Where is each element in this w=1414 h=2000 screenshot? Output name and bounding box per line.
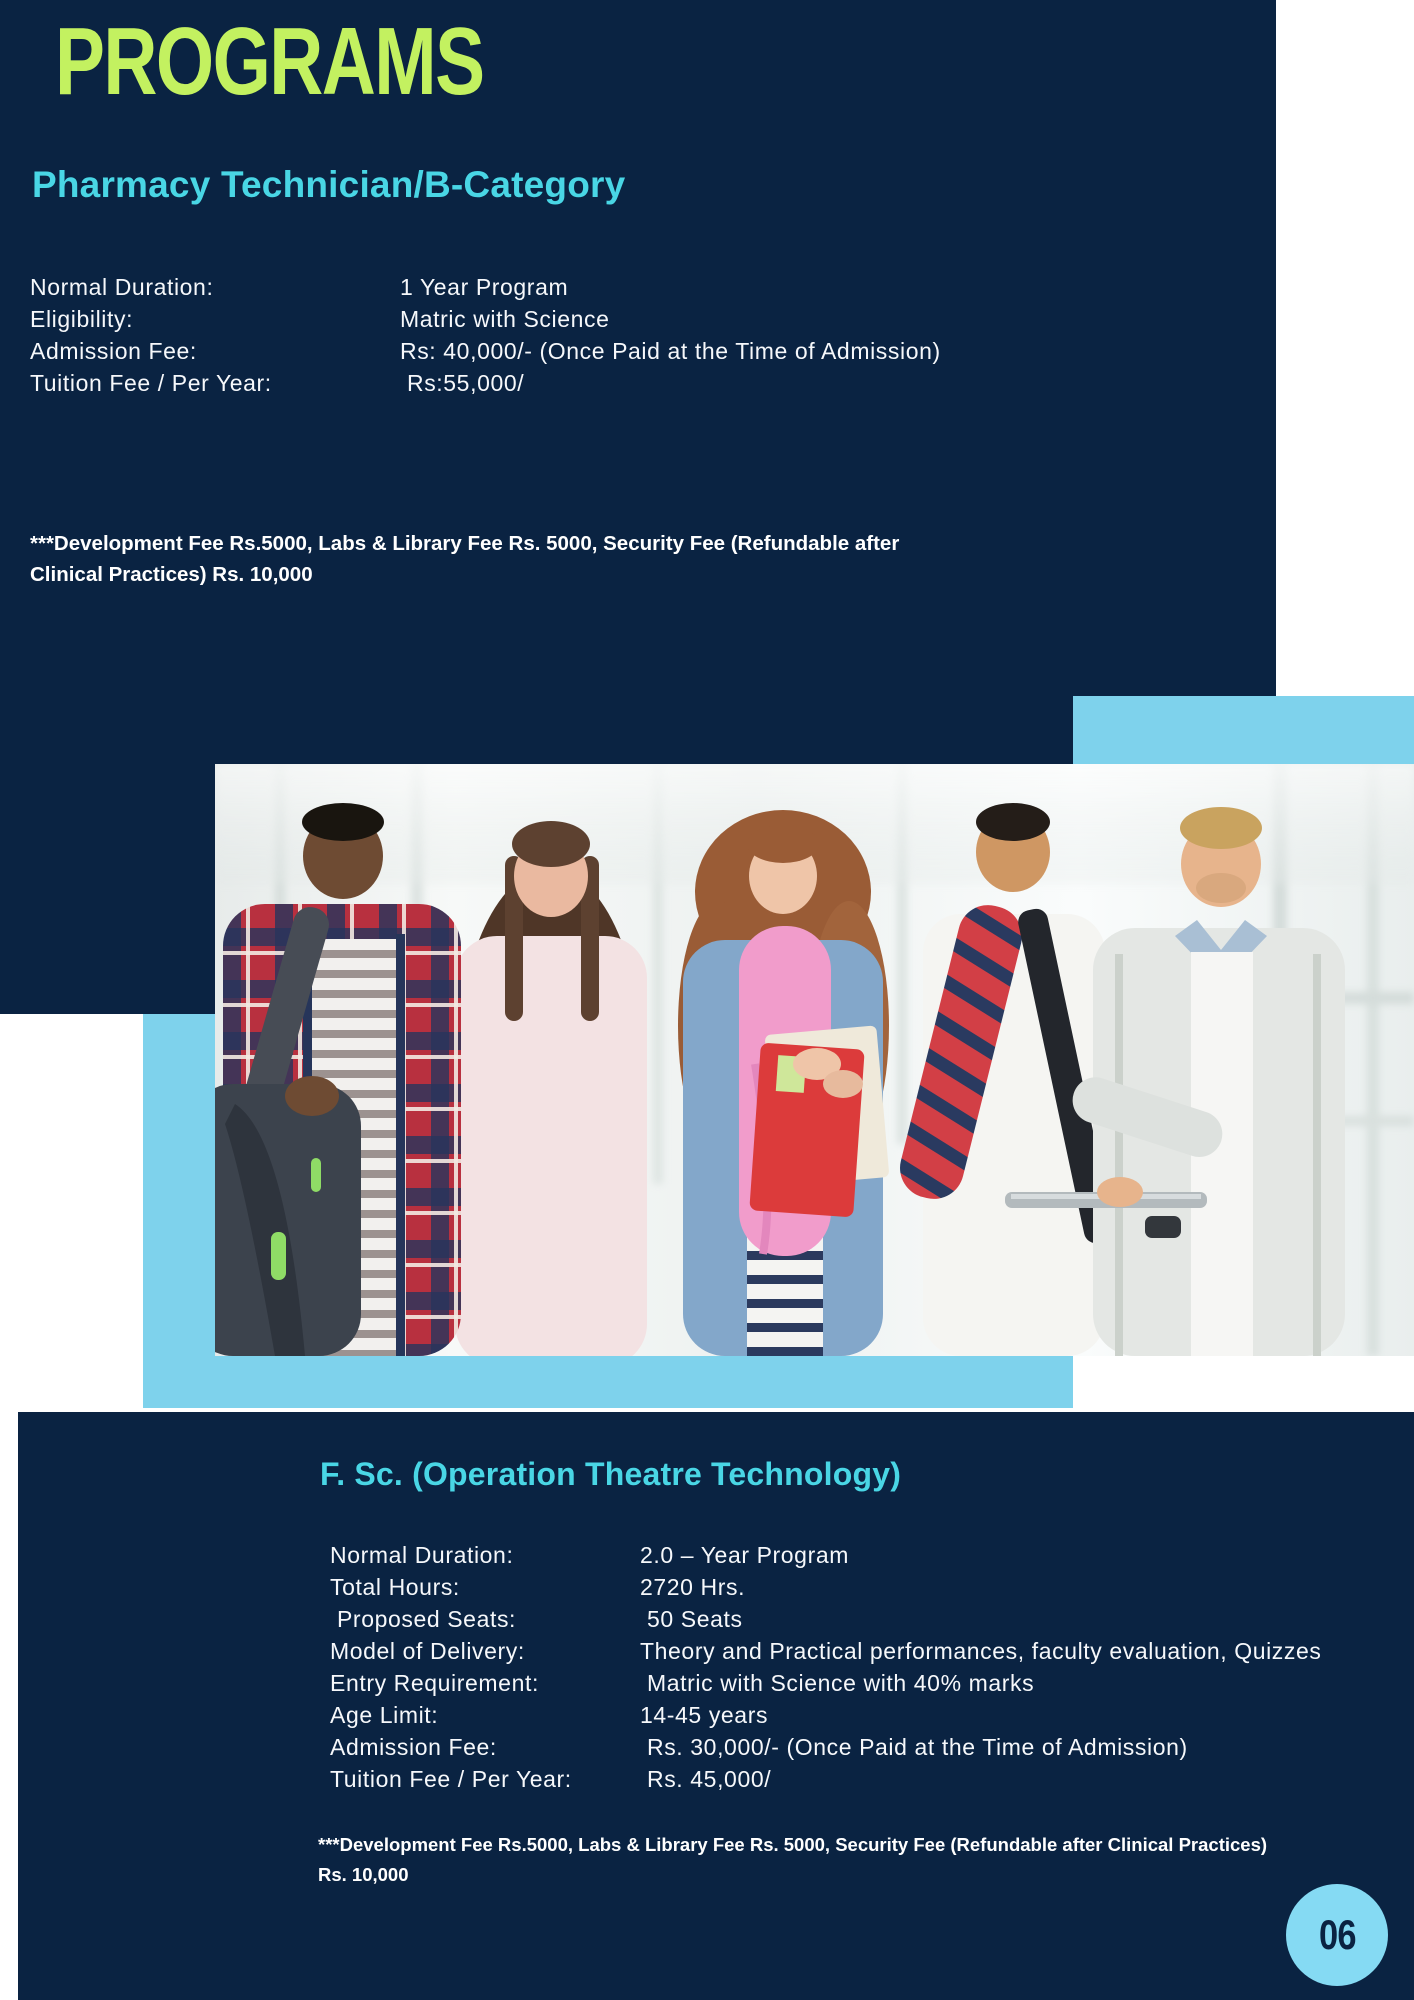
detail-value: Rs:55,000/ (400, 370, 525, 396)
detail-label: Normal Duration: (30, 274, 214, 300)
students-photo-illustration (215, 764, 1414, 1356)
detail-value: 50 Seats (640, 1606, 743, 1632)
detail-value: Theory and Practical performances, faculty evaluation, Quizzes (640, 1638, 1322, 1664)
detail-value: Rs. 30,000/- (Once Paid at the Time of Admission) (640, 1734, 1188, 1760)
detail-label: Age Limit: (330, 1702, 439, 1728)
detail-value: Matric with Science (400, 306, 610, 332)
detail-value: 2.0 – Year Program (640, 1542, 849, 1568)
detail-value: 2720 Hrs. (640, 1574, 746, 1600)
detail-value: 1 Year Program (400, 274, 569, 300)
page-number-badge (1286, 1884, 1388, 1986)
detail-label: Admission Fee: (30, 338, 197, 364)
pharmacy-fee-note (30, 528, 899, 590)
program-heading-fsc: F. Sc. (Operation Theatre Technology) (320, 1456, 902, 1492)
students-photo (215, 764, 1414, 1356)
fee-note-line: ***Development Fee Rs.5000, Labs & Library Fee Rs. 5000, Security Fee (Refundable after Clinical Practices) (318, 1834, 1268, 1855)
detail-row (330, 1574, 745, 1601)
detail-label: Normal Duration: (330, 1542, 514, 1568)
detail-value: Rs. 45,000/ (640, 1766, 772, 1792)
detail-value: 14-45 years (640, 1702, 769, 1728)
detail-label: Tuition Fee / Per Year: (330, 1766, 572, 1792)
detail-label: Total Hours: (330, 1574, 460, 1600)
detail-row (30, 274, 568, 301)
detail-label: Proposed Seats: (330, 1606, 517, 1632)
detail-row (30, 338, 941, 365)
page-number: 06 (1318, 1911, 1356, 1958)
fee-note-line: Rs. 10,000 (318, 1864, 409, 1885)
detail-label: Model of Delivery: (330, 1638, 525, 1664)
detail-row (330, 1542, 849, 1569)
fee-note-line: ***Development Fee Rs.5000, Labs & Library Fee Rs. 5000, Security Fee (Refundable after (30, 532, 900, 555)
detail-row (330, 1734, 1188, 1761)
detail-row (330, 1606, 743, 1633)
detail-row (330, 1702, 768, 1729)
detail-value: Matric with Science with 40% marks (640, 1670, 1035, 1696)
detail-row (330, 1766, 771, 1793)
person-pink-scarf (678, 810, 889, 1356)
page-title: PROGRAMS (55, 8, 484, 115)
detail-row (30, 306, 610, 333)
detail-label: Eligibility: (30, 306, 134, 332)
detail-label: Tuition Fee / Per Year: (30, 370, 272, 396)
detail-value: Rs: 40,000/- (Once Paid at the Time of Admission) (400, 338, 941, 364)
detail-row (330, 1670, 1034, 1697)
detail-label: Admission Fee: (330, 1734, 497, 1760)
program-heading-pharmacy: Pharmacy Technician/B-Category (32, 164, 626, 205)
detail-row (330, 1638, 1322, 1665)
fee-note-line: Clinical Practices) Rs. 10,000 (30, 563, 313, 586)
detail-label: Entry Requirement: (330, 1670, 539, 1696)
detail-row (30, 370, 524, 397)
fsc-fee-note (318, 1830, 1267, 1890)
